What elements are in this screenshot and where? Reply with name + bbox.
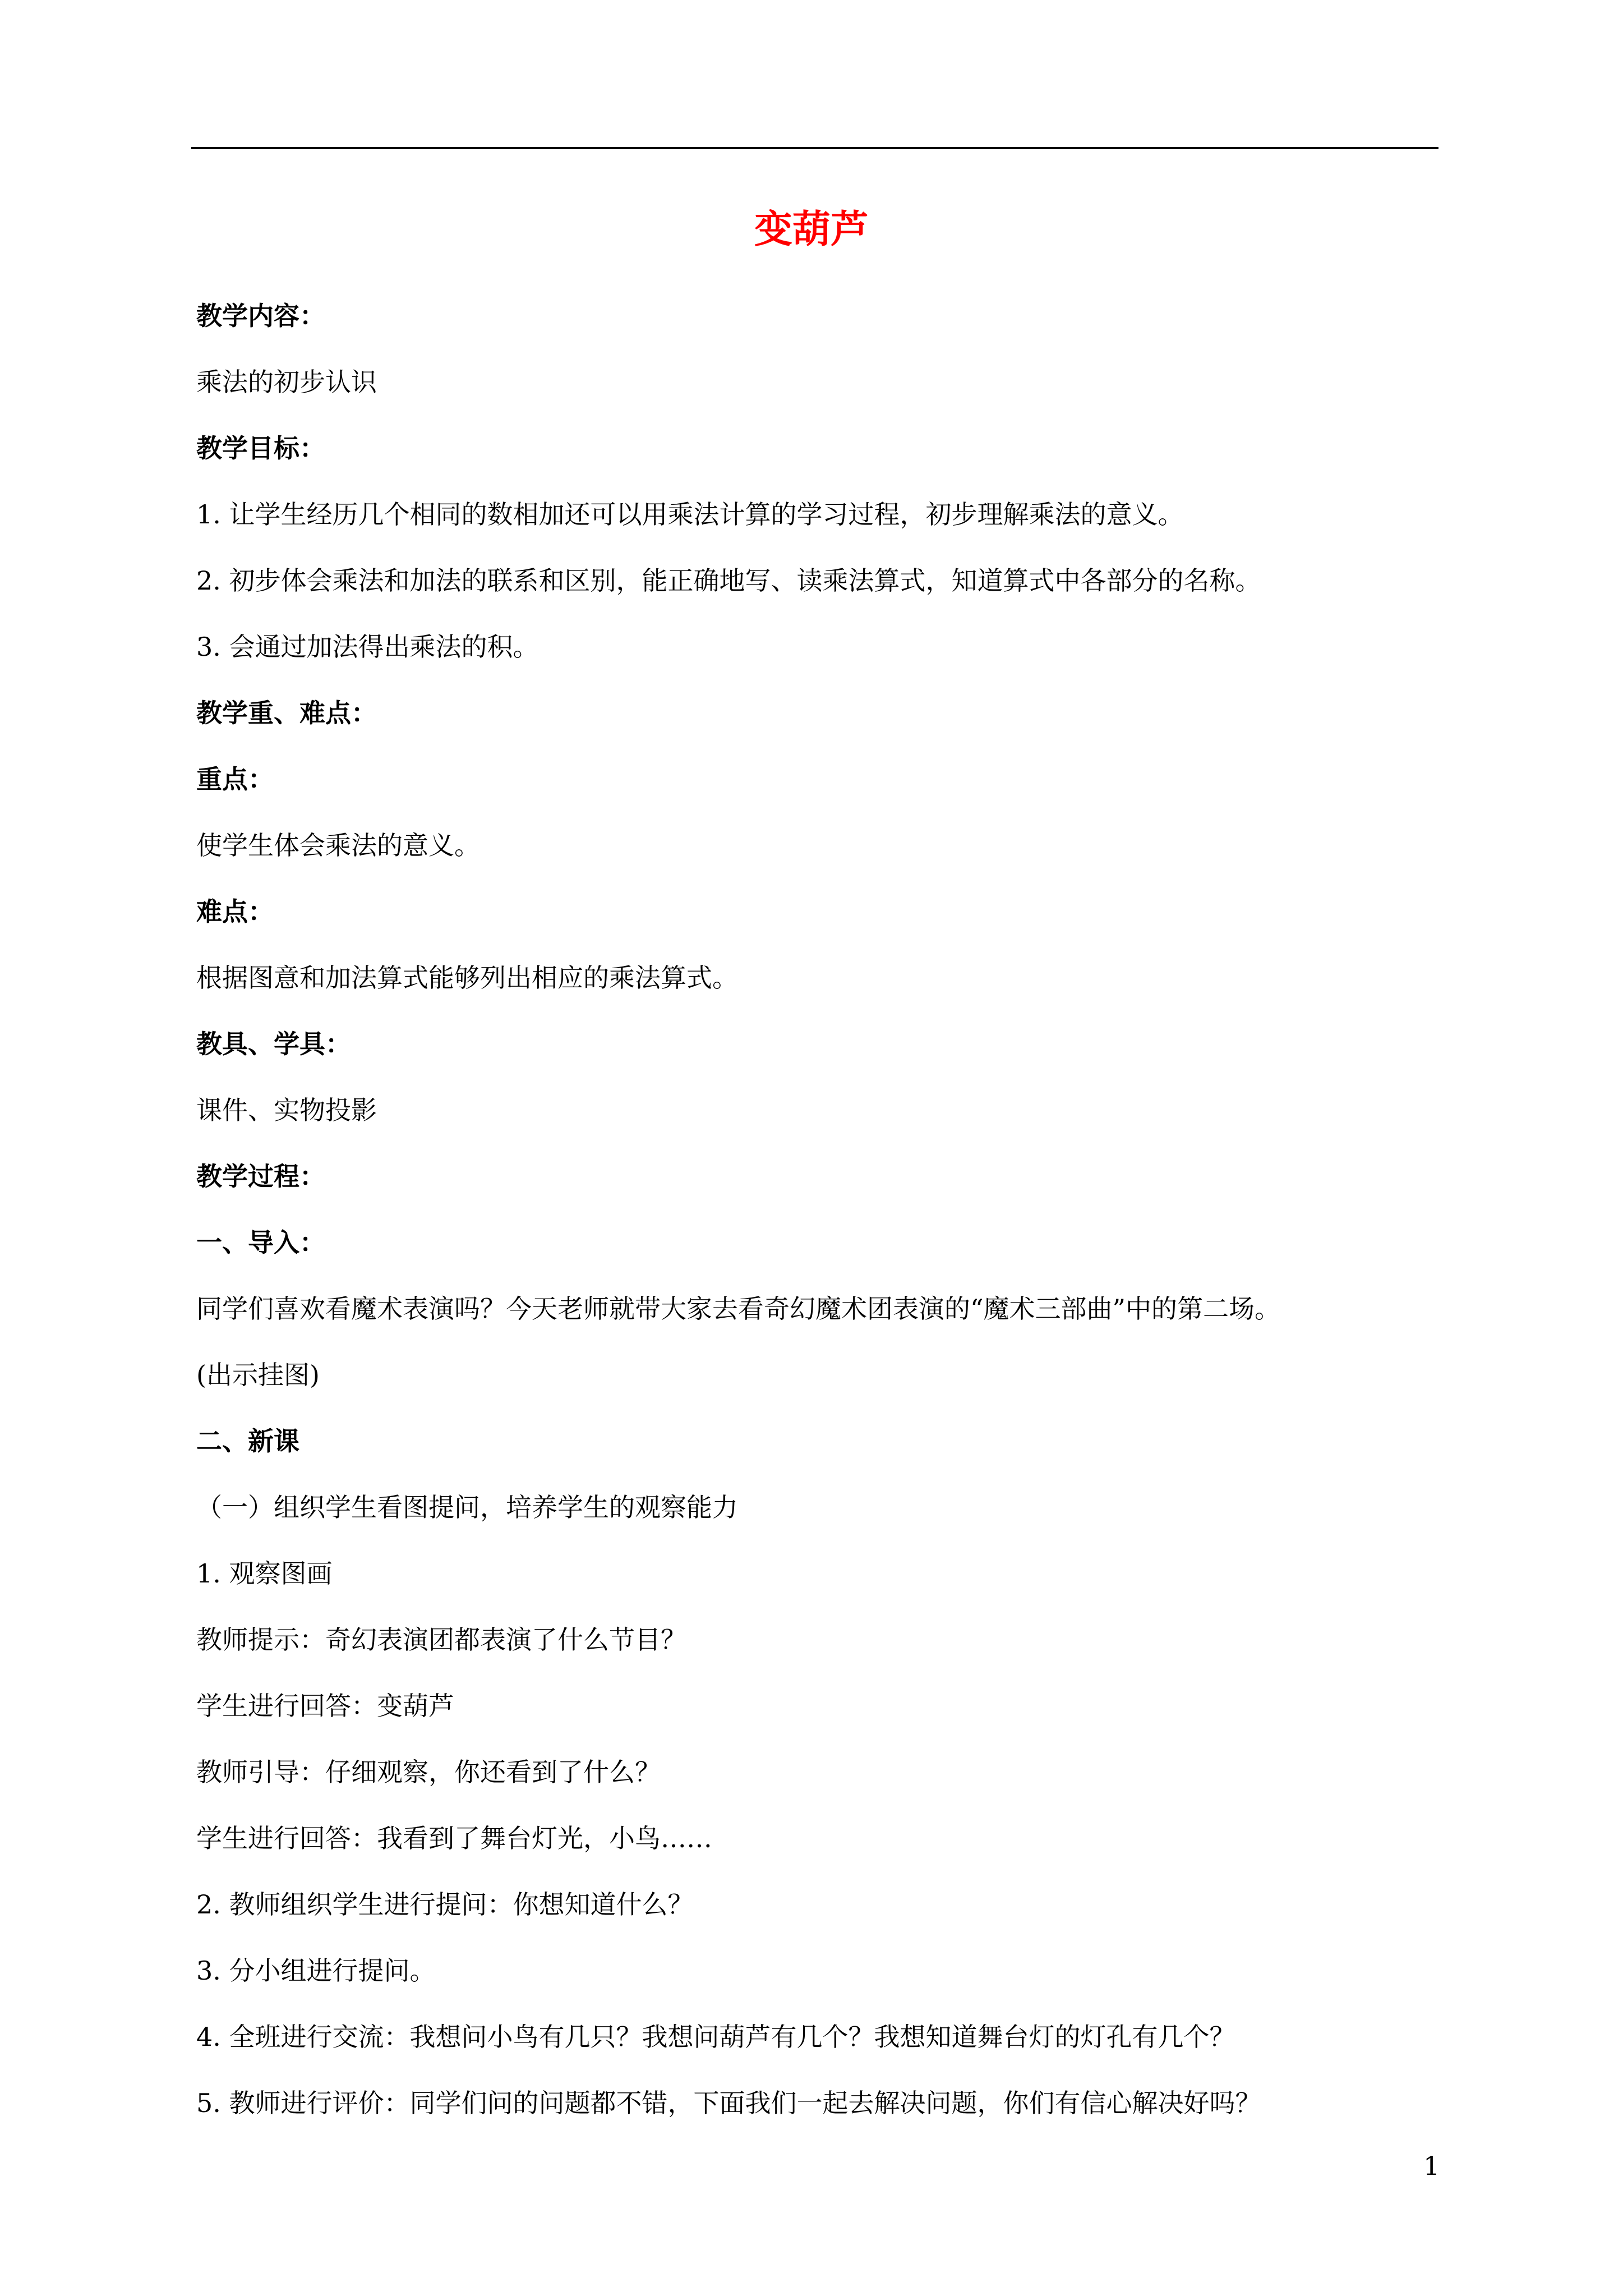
body-line: 2. 教师组织学生进行提问：你想知道什么？	[196, 1889, 694, 1920]
body-line: 乘法的初步认识	[196, 367, 377, 397]
section-heading: 教学内容：	[196, 301, 325, 331]
document-title: 变葫芦	[754, 207, 869, 252]
section-heading: 难点：	[196, 896, 274, 927]
section-heading: 教学重、难点：	[196, 698, 377, 728]
body-line: 5. 教师进行评价：同学们问的问题都不错，下面我们一起去解决问题，你们有信心解决好吗？	[196, 2088, 1261, 2118]
body-line: 学生进行回答：变葫芦	[196, 1691, 454, 1721]
body-line: 3. 分小组进行提问。	[196, 1955, 436, 1986]
page-number: 1	[1423, 2151, 1440, 2181]
body-line: 学生进行回答：我看到了舞台灯光，小鸟……	[196, 1823, 712, 1853]
section-heading: 教学目标：	[196, 433, 325, 463]
body-line: (出示挂图)	[196, 1360, 320, 1390]
section-heading: 重点：	[196, 764, 274, 794]
body-line: 教师引导：仔细观察，你还看到了什么？	[196, 1757, 661, 1787]
body-line: 1. 观察图画	[196, 1558, 333, 1589]
section-heading: 二、新课	[196, 1426, 299, 1456]
section-heading: 教学过程：	[196, 1161, 325, 1191]
body-line: 根据图意和加法算式能够列出相应的乘法算式。	[196, 963, 738, 993]
body-line: 2. 初步体会乘法和加法的联系和区别，能正确地写、读乘法算式，知道算式中各部分的名称。	[196, 565, 1261, 596]
body-line: （一）组织学生看图提问，培养学生的观察能力	[196, 1492, 738, 1522]
section-heading: 教具、学具：	[196, 1029, 351, 1059]
body-line: 教师提示：奇幻表演团都表演了什么节目？	[196, 1625, 686, 1655]
section-heading: 一、导入：	[196, 1227, 325, 1258]
body-line: 使学生体会乘法的意义。	[196, 830, 480, 861]
body-line: 课件、实物投影	[196, 1095, 377, 1125]
body-line: 同学们喜欢看魔术表演吗？今天老师就带大家去看奇幻魔术团表演的“魔术三部曲”中的第二场。	[196, 1294, 1281, 1324]
header-rule	[191, 147, 1438, 149]
body-line: 1. 让学生经历几个相同的数相加还可以用乘法计算的学习过程，初步理解乘法的意义。	[196, 499, 1184, 530]
body-line: 3. 会通过加法得出乘法的积。	[196, 632, 539, 662]
body-line: 4. 全班进行交流：我想问小鸟有几只？我想问葫芦有几个？我想知道舞台灯的灯孔有几个？	[196, 2022, 1235, 2052]
